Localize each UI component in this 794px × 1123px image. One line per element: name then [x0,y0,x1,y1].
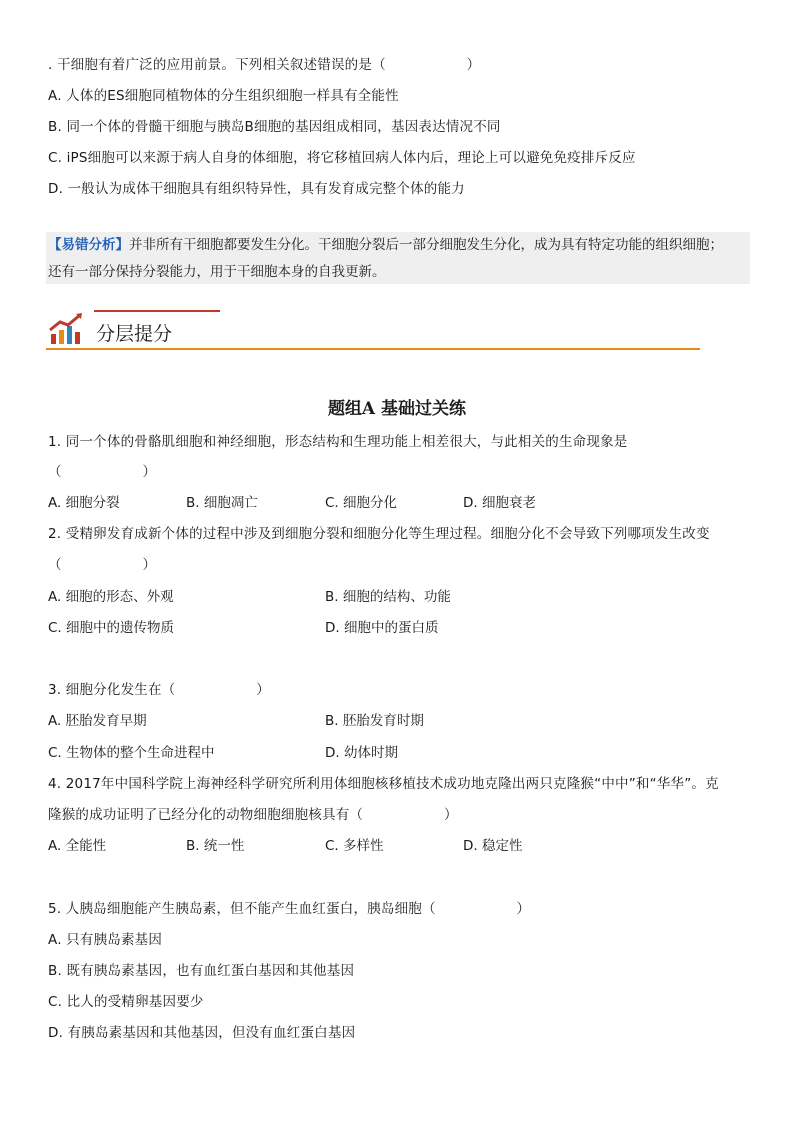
q2-option-c: C. 细胞中的遗传物质 [48,620,175,636]
intro-option-d: D. 一般认为成体干细胞具有组织特异性，具有发育成完整个体的能力 [48,181,465,197]
intro-option-c: C. iPS细胞可以来源于病人自身的体细胞，将它移植回病人体内后，理论上可以避免免疫排斥反应 [48,150,636,166]
q2-blank: （ ） [48,557,157,573]
q5-option-c: C. 比人的受精卵基因要少 [48,994,204,1010]
q1-option-b: B. 细胞凋亡 [186,495,258,511]
q4-option-b: B. 统一性 [186,838,245,854]
q2-option-b: B. 细胞的结构、功能 [325,589,451,605]
intro-question-stem: . 干细胞有着广泛的应用前景。下列相关叙述错误的是（ ） [48,57,481,73]
q4-option-a: A. 全能性 [48,838,107,854]
q3-option-a: A. 胚胎发育早期 [48,713,147,729]
q2-option-d: D. 细胞中的蛋白质 [325,620,439,636]
q5-option-a: A. 只有胰岛素基因 [48,932,163,948]
section-rule-bottom [46,348,700,350]
section-rule-top [94,310,220,312]
q4-stem-line-1: 4. 2017年中国科学院上海神经科学研究所利用体细胞核移植技术成功地克隆出两只克隆猴“中中”和“华华”。克 [48,776,719,792]
q1-option-d: D. 细胞衰老 [463,495,536,511]
q2-stem: 2. 受精卵发育成新个体的过程中涉及到细胞分裂和细胞分化等生理过程。细胞分化不会导致下列哪项发生改变 [48,526,710,542]
group-title: 题组A 基础过关练 [327,399,467,419]
q3-option-b: B. 胚胎发育时期 [325,713,424,729]
intro-option-a: A. 人体的ES细胞同植物体的分生组织细胞一样具有全能性 [48,88,399,104]
q1-blank: （ ） [48,464,157,480]
section-title: 分层提分 [96,323,173,345]
q1-option-c: C. 细胞分化 [325,495,398,511]
rising-bar-chart-icon [48,312,84,346]
section-header [46,310,700,352]
error-analysis-text-1: 并非所有干细胞都要发生分化。干细胞分裂后一部分细胞发生分化，成为具有特定功能的组织细胞； [129,237,723,253]
q4-option-d: D. 稳定性 [463,838,523,854]
q3-stem: 3. 细胞分化发生在（ ） [48,682,270,698]
error-analysis-line-1 [48,236,723,254]
q4-stem-line-2: 隆猴的成功证明了已经分化的动物细胞细胞核具有（ ） [48,807,458,823]
q3-option-d: D. 幼体时期 [325,745,398,761]
error-analysis-tag: 【易错分析】 [48,237,129,253]
q4-option-c: C. 多样性 [325,838,384,854]
q3-option-c: C. 生物体的整个生命进程中 [48,745,215,761]
intro-option-b: B. 同一个体的骨髓干细胞与胰岛B细胞的基因组成相同，基因表达情况不同 [48,119,501,135]
q5-option-d: D. 有胰岛素基因和其他基因，但没有血红蛋白基因 [48,1025,356,1041]
error-analysis-text-2: 还有一部分保持分裂能力，用于干细胞本身的自我更新。 [48,264,386,280]
q5-option-b: B. 既有胰岛素基因，也有血红蛋白基因和其他基因 [48,963,355,979]
q2-option-a: A. 细胞的形态、外观 [48,589,174,605]
q5-stem: 5. 人胰岛细胞能产生胰岛素，但不能产生血红蛋白，胰岛细胞（ ） [48,901,531,917]
q1-stem: 1. 同一个体的骨骼肌细胞和神经细胞，形态结构和生理功能上相差很大，与此相关的生命现象是 [48,434,628,450]
q1-option-a: A. 细胞分裂 [48,495,120,511]
